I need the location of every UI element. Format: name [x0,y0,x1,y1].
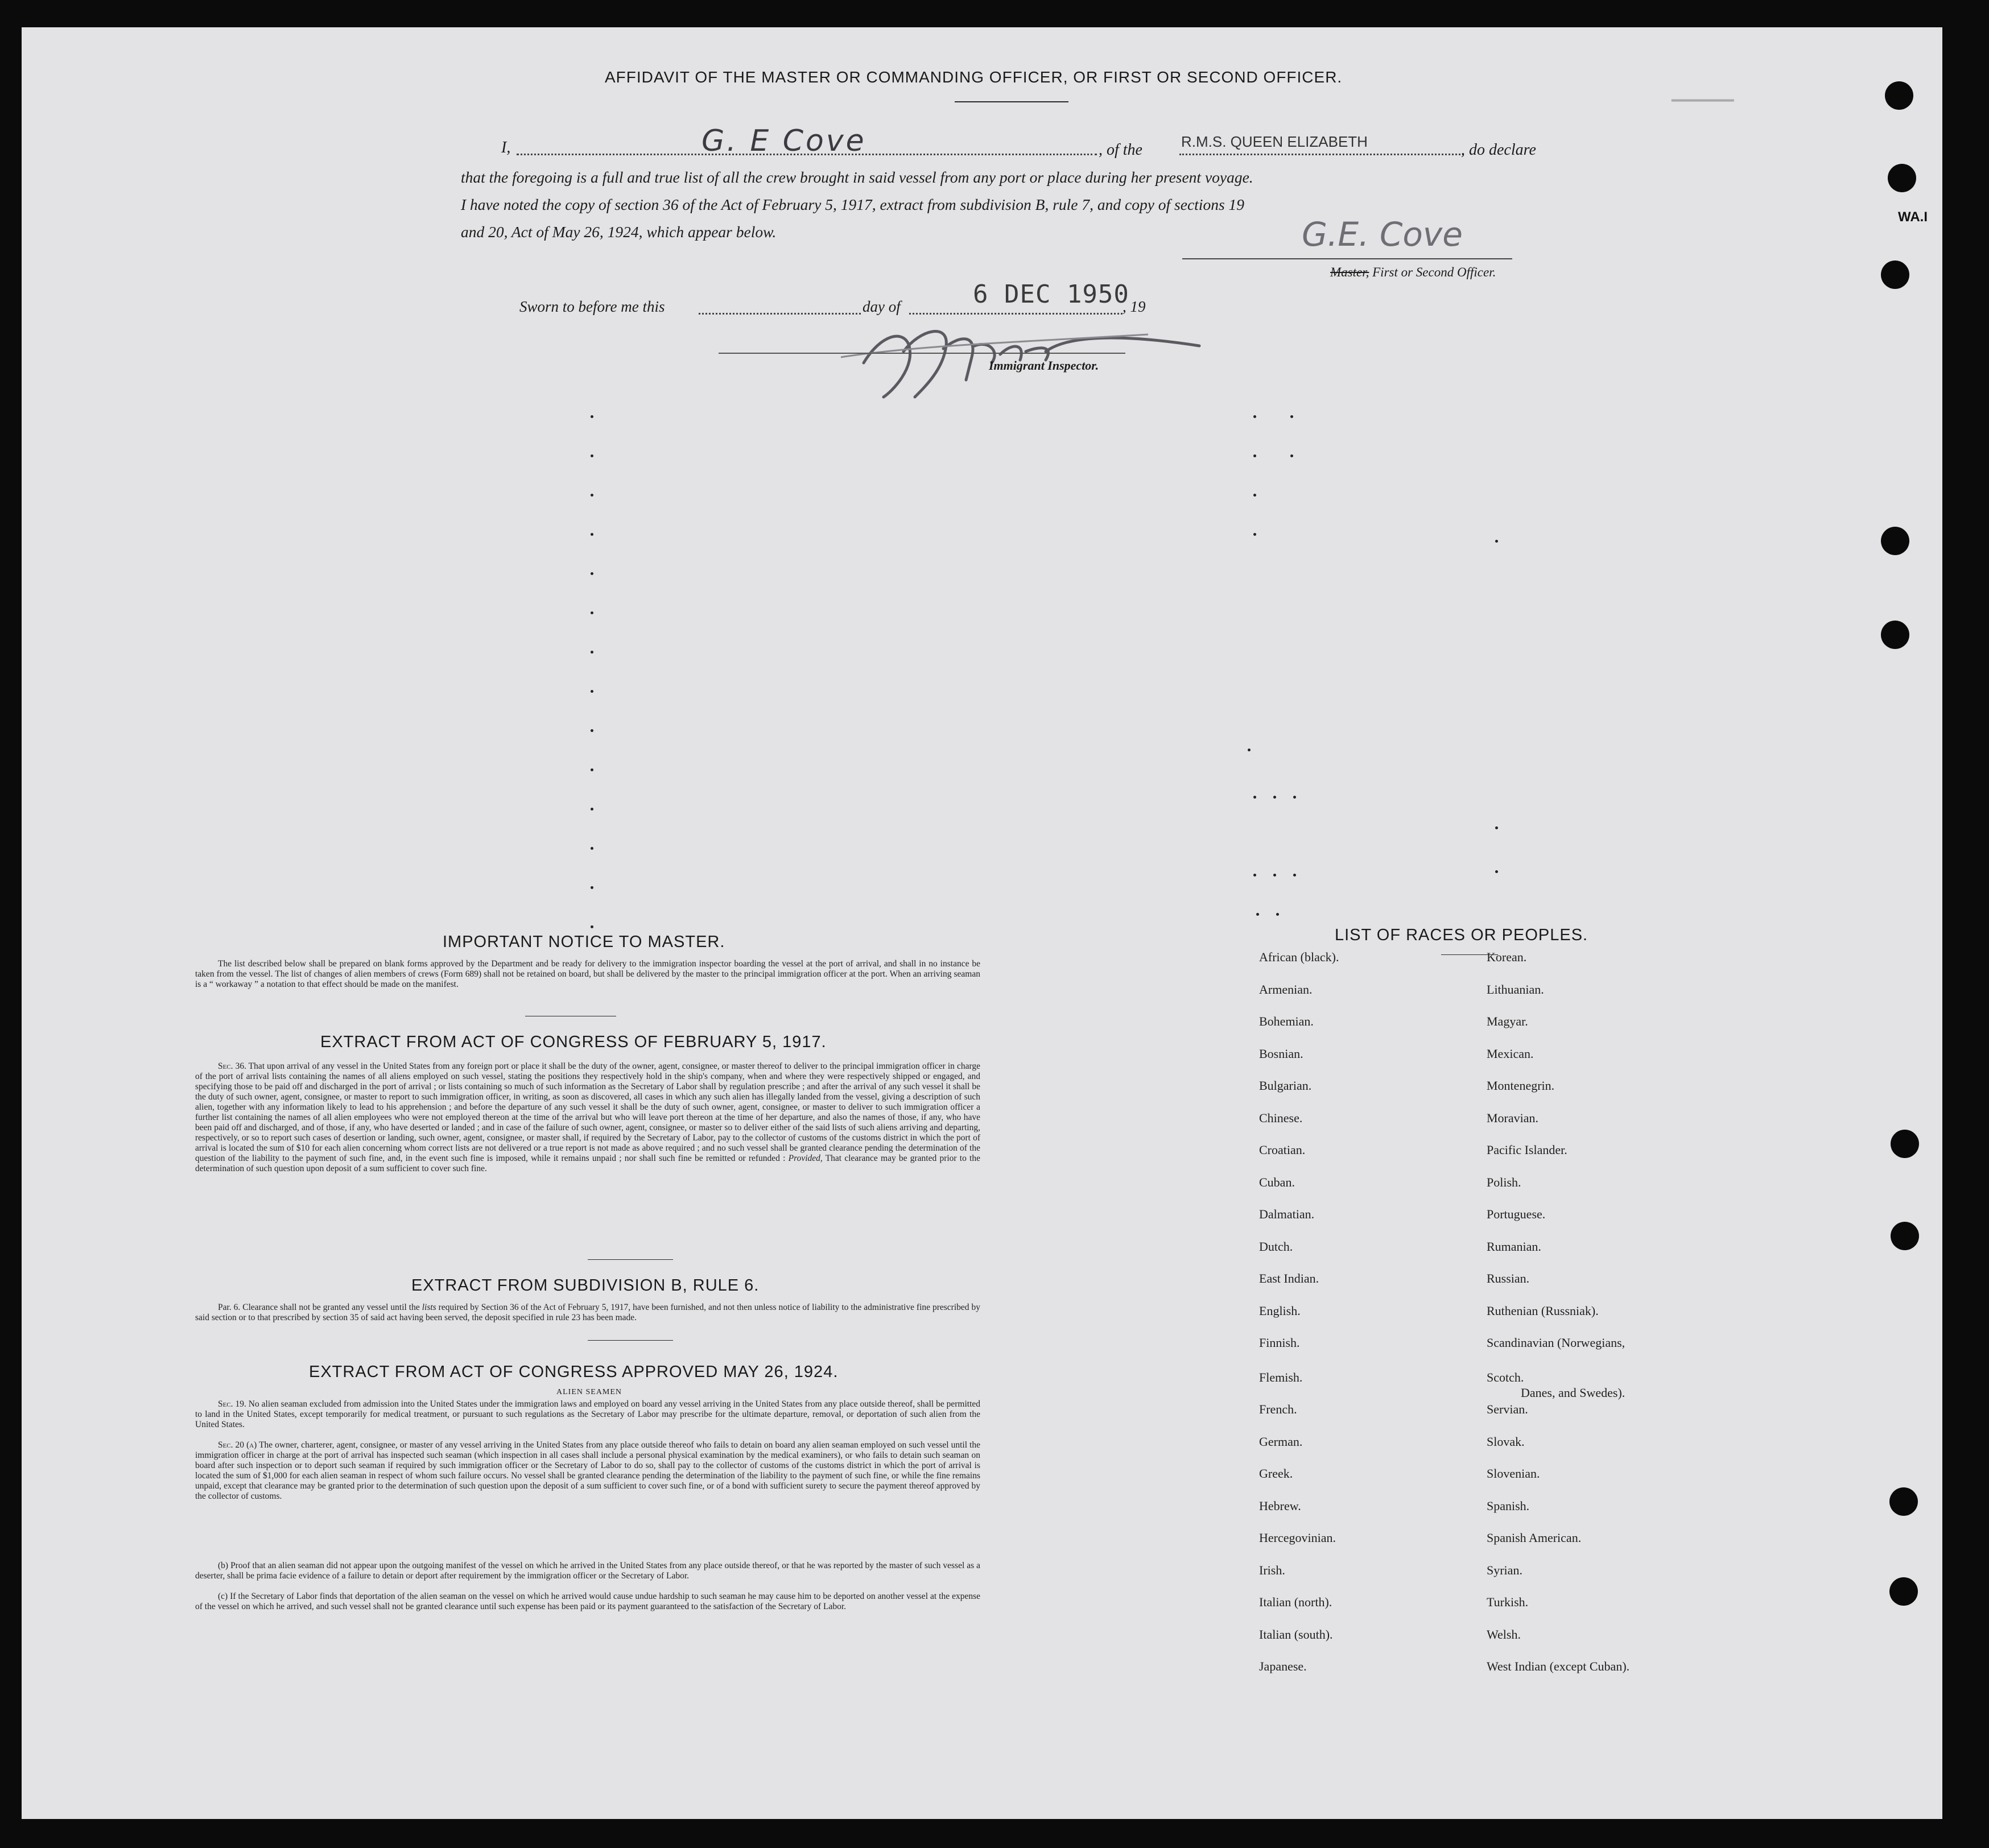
race-item-right: Korean. [1487,950,1527,964]
punch-hole [1891,1222,1919,1250]
punch-hole [1881,527,1909,555]
subdivision-b-text [195,1303,980,1323]
do-declare-label: , do declare [1461,141,1536,159]
dot [591,847,593,850]
race-item-right: Lithuanian. [1487,982,1544,997]
dot [591,533,593,536]
dot [1293,796,1296,799]
dot [591,415,593,418]
extract-1917-text [195,1061,980,1174]
race-item-left: Hercegovinian. [1259,1531,1336,1545]
dot [591,768,593,771]
race-item-left: English. [1259,1304,1301,1318]
race-item-left: Dutch. [1259,1239,1293,1254]
race-item-left: Irish. [1259,1563,1285,1577]
race-item-right: Moravian. [1487,1111,1539,1125]
extract-1924-sec19 [195,1399,980,1430]
dot [1293,874,1296,877]
inspector-line [719,353,1125,354]
dot [1495,540,1498,543]
race-item-left: French. [1259,1402,1297,1416]
race-item-left: Finnish. [1259,1336,1300,1350]
race-item-right: Rumanian. [1487,1239,1541,1254]
dot [591,808,593,811]
sec-20c-text: If the Secretary of Labor finds that deportation of the alien seaman on the vessel on which he arrived would cause undue hardship to such seaman he may cause him to be deported on another vessel at the expense of the vessel on which he arrived, and such vessel shall not be granted clearance until such expense has been paid or its payment guaranteed to the satisfaction of the Secretary of Labor. [195,1591,981,1611]
race-item-right: Polish. [1487,1175,1521,1189]
race-item-left: Dalmatian. [1259,1207,1315,1221]
dot [1256,913,1259,916]
par-6-label: Par. 6. [218,1303,241,1312]
race-item-left: Italian (south). [1259,1627,1333,1642]
race-item-right: Mexican. [1487,1047,1534,1061]
year-label: , 19 [1123,298,1146,315]
extract-1917-divider [588,1259,673,1260]
alien-seamen-subtitle: ALIEN SEAMEN [556,1388,622,1396]
notice-title: IMPORTANT NOTICE TO MASTER. [443,933,725,951]
inspector-caption: Immigrant Inspector. [989,358,1099,373]
proviso-label: Provided, [788,1154,823,1163]
dot [1273,874,1276,877]
signature-caption [1330,265,1496,280]
dot [591,886,593,889]
race-item-right: Scotch. [1487,1370,1524,1384]
sec-19-text: No alien seaman excluded from admission into the United States under the immigration laws and employed on board any vessel arriving in the United States from any place outside thereof, shall be permitted to land in the United States, except temporarily for medical treatment, or pursuant to such regulations as the Secretary of Labor may prescribe for the ultimate departure, removal, or deportation of such alien from the United States. [195,1399,981,1429]
sworn-prefix: Sworn to before me this [519,298,665,315]
affidavit-line-4: and 20, Act of May 26, 1924, which appear below. [461,223,777,241]
race-item-right: Montenegrin. [1487,1078,1555,1093]
declarant-prefix: I, [501,139,511,156]
dot [1253,874,1256,877]
subdivision-b-title: EXTRACT FROM SUBDIVISION B, RULE 6. [411,1276,760,1295]
dot [1290,454,1293,457]
race-item-left: Cuban. [1259,1175,1295,1189]
dot [1495,826,1498,829]
dot [1253,415,1256,418]
affidavit-line-2: that the foregoing is a full and true list of all the crew brought in said vessel from any port or place during her present voyage. [461,168,1253,186]
race-item-right: Syrian. [1487,1563,1522,1577]
race-item-right: Pacific Islander. [1487,1143,1567,1157]
race-item-left: Bulgarian. [1259,1078,1312,1093]
race-item-left: Chinese. [1259,1111,1303,1125]
day-of-label: day of [863,298,901,315]
punch-hole [1881,261,1909,289]
race-item-right: Ruthenian (Russniak). [1487,1304,1599,1318]
race-item-left: Japanese. [1259,1659,1307,1673]
punch-hole [1891,1130,1919,1158]
race-item-left: Croatian. [1259,1143,1306,1157]
faint-bleed-through: ▔▔▔▔▔▔▔ [1672,101,1734,118]
dot [1253,494,1256,497]
dot [1276,913,1279,916]
dot [1495,870,1498,873]
dot [591,494,593,497]
punch-hole [1881,621,1909,649]
race-item-left: Hebrew. [1259,1499,1301,1513]
dot [591,611,593,614]
race-item-left: Flemish. [1259,1370,1303,1384]
sec-36-text: That upon arrival of any vessel in the United States from any foreign port or place it shall be the duty of the owner, agent, consignee, or master thereof to deliver to the principal immigration officer in charge of the port of arrival lists containing the names of all aliens employed on such vessel, stating the positions they respectively hold in the ship's company, when and where they were respectively shipped or engaged, and specifying those to be paid off and discharged in the port of arrival ; or lists containing so much of such information as the Secretary of Labor shall by regulation prescribe ; and after the arrival of any such vessel it shall be the duty of such owner, agent, consignee, or master to report to such immigration officer, in writing, as soon as discovered, all cases in which any such alien has illegally landed from the vessel, giving a description of such alien, together with any information likely to lead to his apprehension ; and before the departure of any such vessel it shall be the duty of such owner, agent, consignee, or master to deliver to such immigration officer a further list containing the names of all alien employees who were not employed thereon at the time of the arrival but who will leave port thereon at the time of her departure, and also the names of those, if any, who have been paid off and discharged, and of those, if any, who have deserted or landed ; and in case of the failure of such owner, agent, consignee, or master so to deliver either of the said lists of such aliens arriving and departing, respectively, or so to report such cases of desertion or landing, such owner, agent, consignee, or master shall, if required by the Secretary of Labor, pay to the collector of customs of the customs district in which the port of arrival is located the sum of $10 for each alien concerning whom correct lists are not delivered or a true report is not made as above required ; and no such vessel shall be granted clearance pending the determination of the question of the liability to the payment of such fine, and, in the event such fine is imposed, while it remains unpaid ; nor shall such fine be remitted or refunded : [195,1061,980,1163]
par-6-text-b: required by Section 36 of the Act of February 5, 1917, have been furnished, and not then unless notice of liability to the administrative fine prescribed by said section or to that prescribed by section 35 of said act having been served, the deposit specified in rule 23 has been made. [195,1303,980,1322]
race-item-right: Magyar. [1487,1014,1528,1028]
race-item-right: Spanish American. [1487,1531,1582,1545]
dot [1253,454,1256,457]
margin-mark: WA.I [1898,209,1928,225]
document-page [22,27,1942,1819]
master-name-handwritten: G. E Cove [701,124,866,158]
dot [1273,796,1276,799]
race-item-left: Italian (north). [1259,1595,1332,1609]
races-title: LIST OF RACES OR PEOPLES. [1335,926,1588,944]
proviso-text: That clearance may be granted prior to the determination of such question upon deposit of a sum sufficient to cover such fine. [195,1154,980,1173]
signature-line [1182,258,1512,259]
race-item-right: Spanish. [1487,1499,1530,1513]
race-item-left: East Indian. [1259,1271,1319,1285]
officer-label: First or Second Officer. [1369,265,1496,279]
race-item-right: Servian. [1487,1402,1528,1416]
race-item-right: Turkish. [1487,1595,1529,1609]
extract-1924-sec20c [195,1591,980,1612]
sec-20c-label: (c) [218,1591,228,1601]
race-item-left: Greek. [1259,1466,1293,1481]
extract-1924-sec20b [195,1561,980,1581]
of-the-label: , of the [1099,141,1142,159]
dot [591,454,593,457]
punch-hole [1888,164,1916,192]
race-item-left: African (black). [1259,950,1339,964]
affidavit-title: AFFIDAVIT OF THE MASTER OR COMMANDING OFFICER, OR FIRST OR SECOND OFFICER. [605,68,1343,86]
dot [1290,415,1293,418]
sec-20a-text: The owner, charterer, agent, consignee, or master of any vessel arriving in the United States from any place outside thereof who fails to detain on board any alien seaman employed on such vessel until the immigration officer in charge at the port of arrival has inspected such seaman (which inspection in all cases shall include a personal physical examination by the medical examiners), or who fails to detain such seaman on board after such inspection or to deport such seaman if required by such immigration officer or the Secretary of Labor to do so, shall pay to the collector of customs of the customs district in which the port of arrival is located the sum of $1,000 for each alien seaman in respect of whom such failure occurs. No vessel shall be granted clearance pending the determination of the liability to the payment of such fine, or while the fine remains unpaid, except that clearance may be granted prior to the determination of such question upon the deposit of a sum sufficient to cover such fine, or of a bond with sufficient surety to secure the payment thereof approved by the collector of customs. [195,1440,980,1501]
race-item-left: Bohemian. [1259,1014,1314,1028]
extract-1924-title: EXTRACT FROM ACT OF CONGRESS APPROVED MAY 26, 1924. [309,1363,839,1381]
subdivision-b-divider [588,1340,673,1341]
dot [591,572,593,575]
dot [1253,796,1256,799]
par-6-text-a: Clearance shall not be granted any vessel until the [242,1303,420,1312]
dot [1253,533,1256,536]
title-underline [955,101,1068,102]
dot [591,729,593,732]
affidavit-line-3: I have noted the copy of section 36 of the Act of February 5, 1917, extract from subdivision B, rule 7, and copy of sections 19 [461,196,1245,213]
struck-master-label: Master, [1330,265,1369,279]
vessel-name-line [1179,154,1464,155]
dot [1248,749,1251,751]
dot [591,651,593,654]
extract-1924-sec20a [195,1440,980,1502]
race-item-right: Scandinavian (Norwegians, [1487,1336,1625,1350]
punch-hole [1889,1577,1918,1606]
sec-20a-label: Sec. 20 (a) [218,1440,257,1450]
race-item-right: West Indian (except Cuban). [1487,1659,1630,1673]
punch-hole [1889,1487,1918,1516]
race-item-left: German. [1259,1434,1303,1449]
race-item-right: Portuguese. [1487,1207,1546,1221]
sec-36-label: Sec. 36. [218,1061,246,1071]
race-item-right: Russian. [1487,1271,1530,1285]
vessel-name: R.M.S. QUEEN ELIZABETH [1181,133,1368,150]
race-item-left: Armenian. [1259,982,1313,997]
race-item-left: Bosnian. [1259,1047,1303,1061]
race-item-right: Welsh. [1487,1627,1521,1642]
sec-19-label: Sec. 19. [218,1399,246,1409]
sec-20b-label: (b) [218,1561,229,1570]
notice-text: The list described below shall be prepared on blank forms approved by the Department and be ready for delivery to the immigration inspector boarding the vessel at the port of arrival, and shall in no instance be taken from the vessel. The list of changes of alien members of crews (Form 689) shall not be retained on board, but shall be delivered by the master to the principal immigration officer at the port. When an arriving seaman is a “ workaway ” a notation to that effect should be made on the manifest. [195,959,980,989]
punch-hole [1885,81,1913,110]
sec-20b-text: Proof that an alien seaman did not appear upon the outgoing manifest of the vessel on which he arrived in the United States from any place outside thereof, or that he was reported by the master of such vessel as a deserter, shall be prima facie evidence of a failure to detain or deport after requirement by the immigration officer or the Secretary of Labor. [195,1561,980,1581]
master-signature: G.E. Cove [1302,215,1463,254]
dot [591,690,593,693]
dot [591,925,593,928]
extract-1917-title: EXTRACT FROM ACT OF CONGRESS OF FEBRUARY 5, 1917. [320,1033,827,1051]
race-item-right: Slovenian. [1487,1466,1540,1481]
date-stamp: 6 DEC 1950 [973,280,1129,309]
scandinavian-continued: Danes, and Swedes). [1521,1386,1625,1400]
race-item-right: Slovak. [1487,1434,1525,1449]
lists-word: lists [422,1303,436,1312]
